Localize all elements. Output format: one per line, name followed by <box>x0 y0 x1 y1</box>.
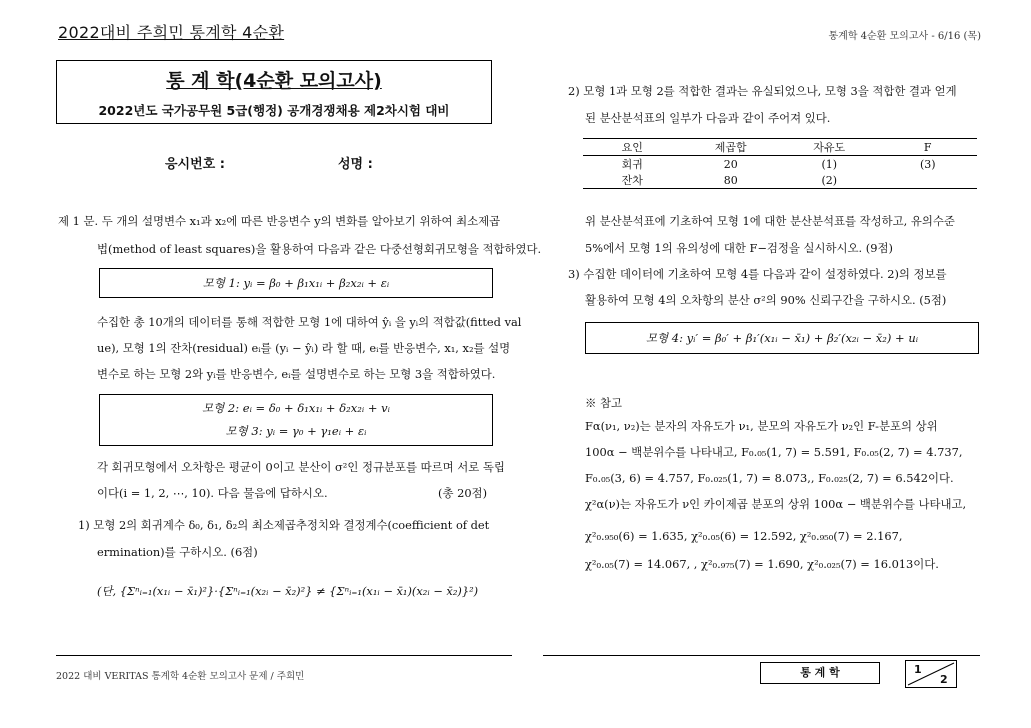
table-header: 요인 <box>583 139 682 156</box>
table-cell: (2) <box>780 172 879 189</box>
subquestion-1-line-2: ermination)를 구하시오. (6점) <box>97 545 258 559</box>
subquestion-2-line-2: 된 분산분석표의 일부가 다음과 같이 주어져 있다. <box>585 111 831 125</box>
subquestion-1-line-1: 1) 모형 2의 회귀계수 δ₀, δ₁, δ₂의 최소제곱추정치와 결정계수(coefficient of det <box>78 518 490 532</box>
header-title: 2022대비 주희민 통계학 4순환 <box>58 23 285 42</box>
reference-line-3: F₀.₀₅(3, 6) = 4.757, F₀.₀₂₅(1, 7) = 8.073,, F₀.₀₂₅(2, 7) = 6.542이다. <box>585 471 954 485</box>
question-intro-line-1: 제 1 문. 두 개의 설명변수 x₁과 x₂에 따른 반응변수 y의 변화를 알아보기 위하여 최소제곱 <box>58 214 501 228</box>
condition-formula: (단, {Σⁿᵢ₌₁(x₁ᵢ − x̄₁)²}·{Σⁿᵢ₌₁(x₂ᵢ − x̄₂)²} ≠ {Σⁿᵢ₌₁(x₁ᵢ − x̄₁)(x₂ᵢ − x̄₂)}²) <box>97 584 479 598</box>
table-cell: 회귀 <box>621 158 643 171</box>
question-intro-line-2: 법(method of least squares)을 활용하여 다음과 같은 다중선형회귀모형을 적합하였다. <box>97 242 542 256</box>
subquestion-2-line-1: 2) 모형 1과 모형 2를 적합한 결과는 유실되었으나, 모형 3을 적합한 결과 얻게 <box>568 84 957 98</box>
table-cell: 80 <box>682 172 781 189</box>
table-row <box>583 172 977 189</box>
model-2: 모형 2: eᵢ = δ₀ + δ₁x₁ᵢ + δ₂x₂ᵢ + vᵢ <box>202 401 390 415</box>
subquestion-3-line-1: 3) 수집한 데이터에 기초하여 모형 4를 다음과 같이 설정하였다. 2)의 정보를 <box>568 267 947 281</box>
table-header: 자유도 <box>780 139 879 156</box>
footer-divider-right <box>543 655 980 656</box>
reference-line-2: 100α − 백분위수를 나타내고, F₀.₀₅(1, 7) = 5.591, F₀.₀₅(2, 7) = 4.737, <box>585 445 963 459</box>
reference-line-1: Fα(ν₁, ν₂)는 분자의 자유도가 ν₁, 분모의 자유도가 ν₂인 F-분포의 상위 <box>585 419 938 433</box>
model-1-box: 모형 1: yᵢ = β₀ + β₁x₁ᵢ + β₂x₂ᵢ + εᵢ <box>99 268 493 298</box>
assumption-line-1: 각 회귀모형에서 오차항은 평균이 0이고 분산이 σ²인 정규분포를 따르며 서로 독립 <box>97 460 505 474</box>
title-box <box>56 60 492 124</box>
assumption-line-2: 이다(i = 1, 2, ⋯, 10). 다음 물음에 답하시오. <box>97 486 328 500</box>
model-2-3-box <box>99 394 493 446</box>
model-3: 모형 3: yᵢ = γ₀ + γ₁eᵢ + εᵢ <box>225 424 367 438</box>
anova-table <box>583 138 977 189</box>
page-indicator <box>905 660 957 688</box>
paragraph-line-2: ue), 모형 1의 잔차(residual) eᵢ를 (yᵢ − ŷᵢ) 라 할 때, eᵢ를 반응변수, x₁, x₂를 설명 <box>97 341 511 355</box>
table-cell <box>879 172 978 189</box>
exam-name-label: 성명 : <box>338 157 373 172</box>
table-cell: (1) <box>821 157 838 171</box>
subquestion-2-line-3: 위 분산분석표에 기초하여 모형 1에 대한 분산분석표를 작성하고, 유의수준 <box>585 214 955 228</box>
table-header: F <box>879 139 978 156</box>
subject-label: 통 계 학 <box>760 662 880 684</box>
total-points: (총 20점) <box>438 486 488 500</box>
paragraph-line-1: 수집한 총 10개의 데이터를 통해 적합한 모형 1에 대하여 ŷᵢ 을 yᵢ의 적합값(fitted val <box>97 315 522 329</box>
reference-line-5: χ²₀.₉₅₀(6) = 1.635, χ²₀.₀₅(6) = 12.592, χ²₀.₉₅₀(7) = 2.167, <box>585 529 903 543</box>
subquestion-3-line-2: 활용하여 모형 4의 오차항의 분산 σ²의 90% 신뢰구간을 구하시오. (5점) <box>585 293 947 307</box>
reference-line-6: χ²₀.₀₅(7) = 14.067, , χ²₀.₉₇₅(7) = 1.690, χ²₀.₀₂₅(7) = 16.013이다. <box>585 557 939 571</box>
header-date: 통계학 4순환 모의고사 - 6/16 (목) <box>828 31 981 42</box>
exam-number-label: 응시번호 : <box>165 157 225 172</box>
paragraph-line-3: 변수로 하는 모형 2와 yᵢ를 반응변수, eᵢ를 설명변수로 하는 모형 3을 적합하였다. <box>97 367 496 381</box>
reference-line-4: χ²α(ν)는 자유도가 ν인 카이제곱 분포의 상위 100α − 백분위수를 나타내고, <box>585 497 967 511</box>
page-current: 1 <box>914 663 922 676</box>
page-total: 2 <box>940 673 948 686</box>
table-cell: (3) <box>919 157 936 171</box>
subquestion-2-line-4: 5%에서 모형 1의 유의성에 대한 F−검정을 실시하시오. (9점) <box>585 241 893 255</box>
exam-subtitle: 2022년도 국가공무원 5급(행정) 공개경쟁채용 제2차시험 대비 <box>98 103 450 118</box>
table-cell: 잔차 <box>583 172 682 189</box>
reference-title: ※ 참고 <box>585 396 623 410</box>
table-row <box>583 156 977 173</box>
exam-title: 통 계 학(4순환 모의고사) <box>166 70 382 92</box>
table-header: 제곱합 <box>682 139 781 156</box>
footer-divider-left <box>56 655 512 656</box>
table-cell: 20 <box>723 157 738 171</box>
footer-copyright: 2022 대비 VERITAS 통계학 4순환 모의고사 문제 / 주희민 <box>56 671 305 682</box>
model-4-box: 모형 4: yᵢ′ = β₀′ + β₁′(x₁ᵢ − x̄₁) + β₂′(x₂ᵢ − x̄₂) + uᵢ <box>585 322 979 354</box>
